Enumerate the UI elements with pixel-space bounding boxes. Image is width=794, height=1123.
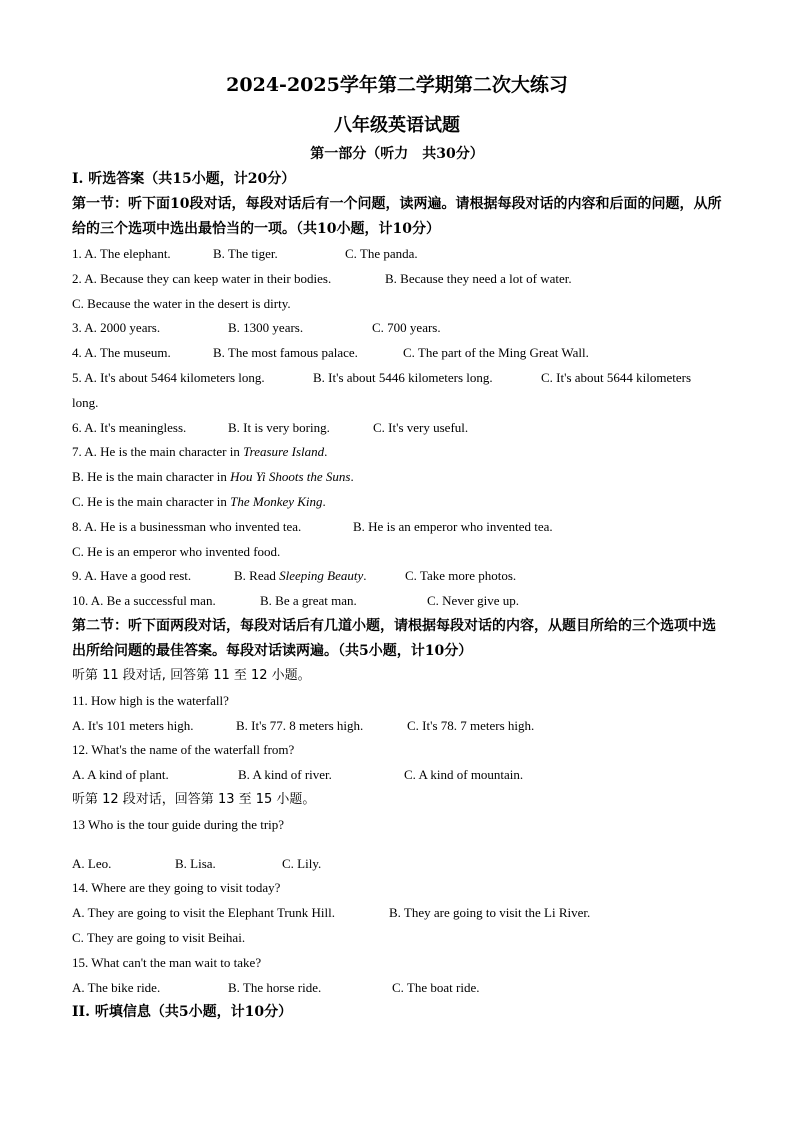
q8-option-c: C. He is an emperor who invented food. (72, 543, 281, 559)
question-14-options (72, 901, 722, 926)
question-2 (72, 267, 722, 292)
q9-option-c: C. Take more photos. (405, 568, 517, 584)
q10-option-c: C. Never give up. (427, 593, 520, 609)
q1-option-a: 1. A. The elephant. (72, 246, 171, 261)
spacer (72, 838, 722, 852)
q14-option-c: C. They are going to visit Beihai. (72, 929, 246, 945)
subsection2-instructions: 第二节：听下面两段对话，每段对话后有几道小题，请根据每段对话的内容，从题目所给的三个选项中选出所给问题的最佳答案。每段对话读两遍。（共5小题，计10分） (72, 617, 716, 659)
q12-option-c: C. A kind of mountain. (404, 767, 524, 783)
q7-option-b-text: B. He is the main character in (72, 469, 231, 485)
q3-option-a: 3. A. 2000 years. (72, 320, 161, 336)
q9-option-b-dot: . (363, 568, 367, 584)
q4-option-b: B. The most famous palace. (213, 345, 358, 361)
exam-page (72, 70, 722, 1025)
question-12-options (72, 763, 722, 788)
q3-option-c: C. 700 years. (372, 320, 441, 336)
q7-option-a-text: 7. A. He is the main character in (72, 444, 244, 460)
q5-option-b: B. It's about 5446 kilometers long. (313, 369, 493, 385)
q11-option-b: B. It's 77. 8 meters high. (236, 717, 364, 733)
q14-stem: 14. Where are they going to visit today? (72, 880, 281, 896)
q14-option-a: A. They are going to visit the Elephant Trunk Hill. (72, 905, 335, 921)
q5-option-c-continued: long. (72, 394, 99, 410)
q6-option-b: B. It is very boring. (228, 419, 330, 435)
question-6 (72, 416, 722, 441)
q15-option-b: B. The horse ride. (228, 979, 322, 995)
question-4 (72, 341, 722, 366)
part-title: 第一部分（听力 共30分） (310, 146, 484, 162)
q15-stem: 15. What can't the man wait to take? (72, 954, 262, 970)
q12-stem: 12. What's the name of the waterfall from? (72, 742, 295, 758)
question-3 (72, 316, 722, 341)
section1-heading: I. 听选答案（共15小题，计20分） (72, 171, 296, 187)
section2-heading: II. 听填信息（共5小题，计10分） (72, 1004, 293, 1021)
question-8-c (72, 540, 722, 565)
question-8 (72, 515, 722, 540)
q12-option-a: A. A kind of plant. (72, 767, 169, 783)
q15-option-a: A. The bike ride. (72, 979, 161, 995)
q2-option-c: C. Because the water in the desert is dirty. (72, 295, 291, 311)
q12-option-b: B. A kind of river. (238, 767, 332, 783)
q7-option-b-title: Hou Yi Shoots the Suns (230, 469, 351, 485)
q10-option-b: B. Be a great man. (260, 593, 357, 609)
question-5-wrap (72, 391, 722, 416)
q4-option-c: C. The part of the Ming Great Wall. (403, 345, 589, 361)
q1-option-b: B. The tiger. (213, 246, 278, 261)
q7-option-a-dot: . (324, 444, 328, 460)
question-15-options (72, 976, 722, 1001)
q15-option-c: C. The boat ride. (392, 979, 480, 995)
q6-option-c: C. It's very useful. (373, 419, 469, 435)
q6-option-a: 6. A. It's meaningless. (72, 419, 187, 435)
q9-option-b-title: Sleeping Beauty (279, 568, 364, 584)
q7-option-c-text: C. He is the main character in (72, 493, 231, 509)
q1-option-c: C. The panda. (345, 246, 418, 261)
q9-option-b-text: B. Read (234, 568, 280, 584)
question-14-c (72, 926, 722, 951)
subsection1-instructions: 第一节：听下面10段对话，每段对话后有一个问题，读两遍。请根据每段对话的内容和后面的问题，从所给的三个选项中选出最恰当的一项。（共10小题，计10分） (72, 196, 722, 237)
question-7-b (72, 465, 722, 490)
question-1 (72, 242, 722, 267)
q5-option-a: 5. A. It's about 5464 kilometers long. (72, 369, 265, 385)
q2-option-b: B. Because they need a lot of water. (385, 270, 572, 286)
listen-dialogue-12: 听第 12 段对话，回答第 13 至 15 小题。 (72, 791, 316, 807)
q8-option-a: 8. A. He is a businessman who invented tea. (72, 518, 302, 534)
question-10 (72, 589, 722, 614)
q5-option-c: C. It's about 5644 kilometers (541, 369, 692, 385)
listen-dialogue-11: 听第 11 段对话, 回答第 11 至 12 小题。 (72, 667, 311, 683)
q8-option-b: B. He is an emperor who invented tea. (353, 518, 553, 534)
question-7-c (72, 490, 722, 515)
q11-option-c: C. It's 78. 7 meters high. (407, 717, 535, 733)
question-5 (72, 366, 722, 391)
q13-option-b: B. Lisa. (175, 855, 216, 871)
q9-option-a: 9. A. Have a good rest. (72, 568, 192, 584)
subject-title: 八年级英语试题 (334, 115, 460, 136)
question-9 (72, 564, 722, 589)
q7-option-b-dot: . (350, 469, 354, 485)
question-7-a (72, 440, 722, 465)
q7-option-c-dot: . (322, 493, 326, 509)
q13-option-c: C. Lily. (282, 855, 322, 871)
q3-option-b: B. 1300 years. (228, 320, 304, 336)
q7-option-a-title: Treasure Island (243, 444, 325, 460)
question-13-options (72, 852, 722, 877)
q7-option-c-title: The Monkey King (230, 493, 323, 509)
q10-option-a: 10. A. Be a successful man. (72, 593, 216, 609)
q4-option-a: 4. A. The museum. (72, 345, 171, 361)
q13-option-a: A. Leo. (72, 855, 112, 871)
question-11-options (72, 714, 722, 739)
q13-stem: 13 Who is the tour guide during the trip? (72, 816, 285, 832)
q11-stem: 11. How high is the waterfall? (72, 692, 229, 708)
q14-option-b: B. They are going to visit the Li River. (389, 905, 591, 921)
exam-title: 2024-2025学年第二学期第二次大练习 (226, 74, 568, 96)
question-2-c (72, 292, 722, 317)
q2-option-a: 2. A. Because they can keep water in their bodies. (72, 270, 332, 286)
q11-option-a: A. It's 101 meters high. (72, 717, 194, 733)
